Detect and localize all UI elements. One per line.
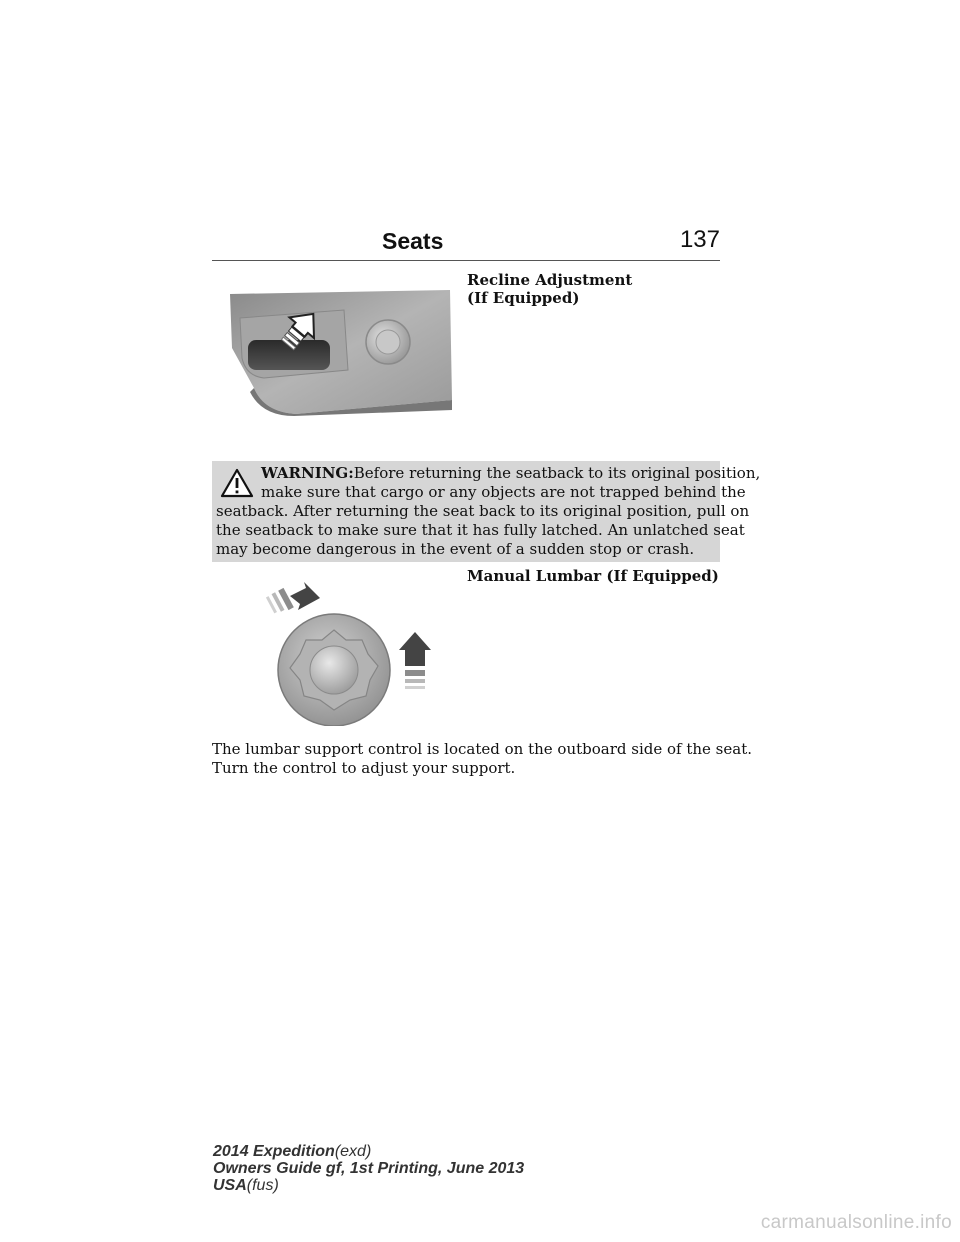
warning-line-5: may become dangerous in the event of a sudden stop or crash. bbox=[216, 540, 695, 558]
section-title: Seats bbox=[382, 228, 444, 254]
footer-printing: Owners Guide gf, 1st Printing, June 2013 bbox=[213, 1160, 525, 1177]
warning-line-2: make sure that cargo or any objects are not trapped behind the bbox=[261, 483, 746, 501]
warning-triangle-icon bbox=[220, 468, 254, 498]
lumbar-body-line-2: Turn the control to adjust your support. bbox=[212, 759, 516, 777]
recline-lever-illustration bbox=[224, 288, 452, 416]
warning-line-1 bbox=[261, 464, 760, 483]
warning-line-4: the seatback to make sure that it has fully latched. An unlatched seat bbox=[216, 521, 745, 539]
recline-heading-line1: Recline Adjustment bbox=[467, 271, 633, 289]
page-header bbox=[212, 226, 720, 261]
footer-line-1 bbox=[213, 1143, 371, 1161]
footer-line-2 bbox=[213, 1160, 524, 1178]
dial-hub bbox=[310, 646, 358, 694]
lumbar-body-line-1: The lumbar support control is located on the outboard side of the seat. bbox=[212, 740, 752, 758]
knob-inner bbox=[376, 330, 400, 354]
lumbar-knob-illustration bbox=[262, 578, 432, 726]
lumbar-heading: Manual Lumbar (If Equipped) bbox=[467, 567, 719, 585]
footer-model: 2014 Expedition bbox=[213, 1143, 335, 1160]
footer-model-code: (exd) bbox=[334, 1143, 372, 1160]
footer-market-code: (fus) bbox=[246, 1177, 279, 1194]
warning-line-3: seatback. After returning the seat back to its original position, pull on bbox=[216, 502, 750, 520]
footer-line-3 bbox=[213, 1177, 279, 1195]
recline-heading-line2: (If Equipped) bbox=[467, 289, 580, 307]
watermark: carmanualsonline.info bbox=[760, 1212, 952, 1233]
rotate-arrow-icon bbox=[266, 582, 320, 613]
footer-market: USA bbox=[213, 1177, 247, 1194]
warning-label: WARNING: bbox=[261, 464, 354, 482]
warning-text-1: Before returning the seatback to its original position, bbox=[353, 464, 761, 482]
warning-box bbox=[212, 461, 761, 562]
page-number: 137 bbox=[679, 226, 720, 253]
up-arrow-icon bbox=[399, 632, 431, 689]
